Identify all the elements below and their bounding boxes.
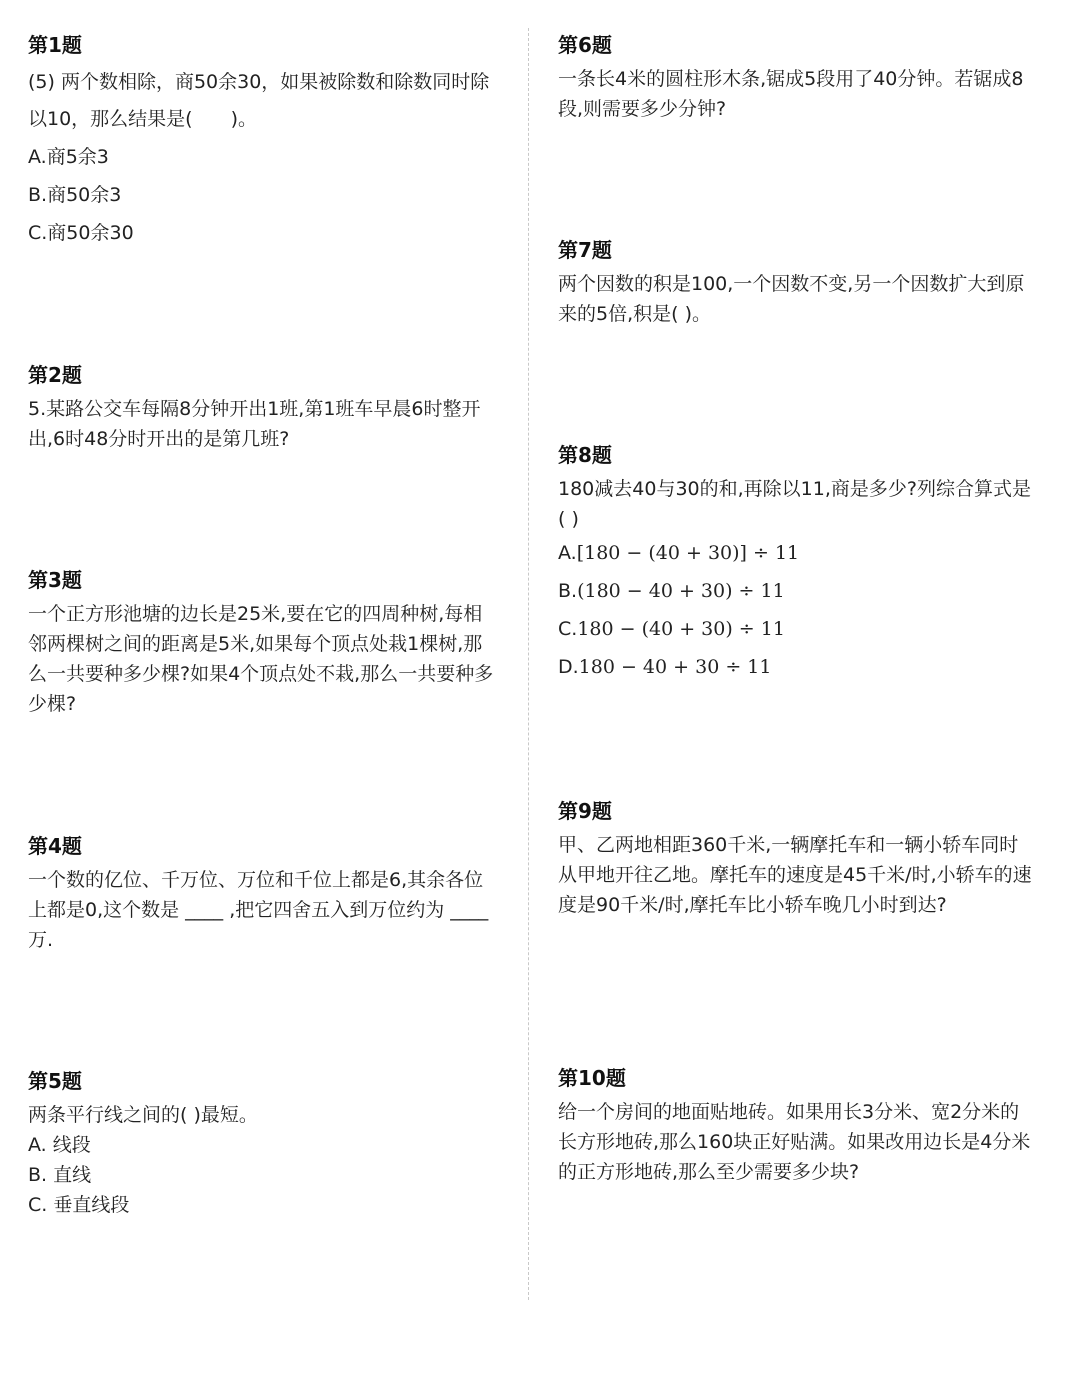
- option-d: [558, 648, 1033, 686]
- question-title: 第4题: [28, 834, 82, 858]
- option-b: B.商50余3: [28, 184, 122, 206]
- question-text: 两个因数的积是100,一个因数不变,另一个因数扩大到原来的5倍,积是( )。: [558, 273, 1025, 325]
- option-c: [558, 610, 1033, 648]
- question-title: 第5题: [28, 1069, 82, 1093]
- option-letter: A.: [558, 542, 577, 564]
- option-c: C. 垂直线段: [28, 1194, 130, 1216]
- question-text: 一个数的亿位、千万位、万位和千位上都是6,其余各位上都是0,这个数是 ____ ,把它四舍五入到万位约为 ____ 万.: [28, 869, 489, 951]
- option-expression: (180 − 40 + 30) ÷ 11: [577, 580, 785, 602]
- question-4: [28, 833, 498, 955]
- question-title: 第8题: [558, 443, 612, 467]
- question-5: [28, 1068, 498, 1220]
- option-a: [558, 534, 1033, 572]
- options-list: [28, 138, 498, 252]
- options-list: [28, 1130, 498, 1220]
- question-text: 给一个房间的地面贴地砖。如果用长3分米、宽2分米的长方形地砖,那么160块正好贴满。如果改用边长是4分米的正方形地砖,那么至少需要多少块?: [558, 1101, 1031, 1183]
- question-title: 第9题: [558, 799, 612, 823]
- option-c: C.商50余30: [28, 222, 134, 244]
- question-9: [558, 798, 1033, 920]
- question-1: [28, 32, 498, 252]
- question-10: [558, 1065, 1033, 1187]
- question-text: 甲、乙两地相距360千米,一辆摩托车和一辆小轿车同时从甲地开往乙地。摩托车的速度是45千米/时,小轿车的速度是90千米/时,摩托车比小轿车晚几小时到达?: [558, 834, 1032, 916]
- option-expression: [180 − (40 + 30)] ÷ 11: [576, 542, 800, 564]
- option-b: B. 直线: [28, 1164, 92, 1186]
- option-letter: B.: [558, 580, 578, 602]
- question-title: 第7题: [558, 238, 612, 262]
- options-list: [558, 534, 1033, 686]
- question-title: 第10题: [558, 1066, 626, 1090]
- question-title: 第2题: [28, 363, 82, 387]
- question-text: 一条长4米的圆柱形木条,锯成5段用了40分钟。若锯成8段,则需要多少分钟?: [558, 68, 1024, 120]
- question-3: [28, 567, 498, 719]
- question-2: [28, 362, 498, 454]
- question-text: 180减去40与30的和,再除以11,商是多少?列综合算式是( ): [558, 478, 1031, 530]
- question-8: [558, 442, 1033, 686]
- question-title: 第6题: [558, 33, 612, 57]
- question-text: (5) 两个数相除，商50余30，如果被除数和除数同时除以10，那么结果是( )。: [28, 71, 490, 130]
- question-text: 5.某路公交车每隔8分钟开出1班,第1班车早晨6时整开出,6时48分时开出的是第几班?: [28, 398, 481, 450]
- option-a: A. 线段: [28, 1134, 91, 1156]
- question-title: 第3题: [28, 568, 82, 592]
- option-letter: D.: [558, 656, 579, 678]
- column-divider: [528, 28, 529, 1300]
- question-6: [558, 32, 1033, 124]
- option-expression: 180 − (40 + 30) ÷ 11: [577, 618, 785, 640]
- option-expression: 180 − 40 + 30 ÷ 11: [578, 656, 772, 678]
- option-letter: C.: [558, 618, 578, 640]
- option-a: A.商5余3: [28, 146, 109, 168]
- question-text: 两条平行线之间的( )最短。: [28, 1104, 258, 1126]
- question-7: [558, 237, 1033, 329]
- option-b: [558, 572, 1033, 610]
- question-text: 一个正方形池塘的边长是25米,要在它的四周种树,每相邻两棵树之间的距离是5米,如果每个顶点处栽1棵树,那么一共要种多少棵?如果4个顶点处不栽,那么一共要种多少棵?: [28, 603, 494, 715]
- question-title: 第1题: [28, 33, 82, 57]
